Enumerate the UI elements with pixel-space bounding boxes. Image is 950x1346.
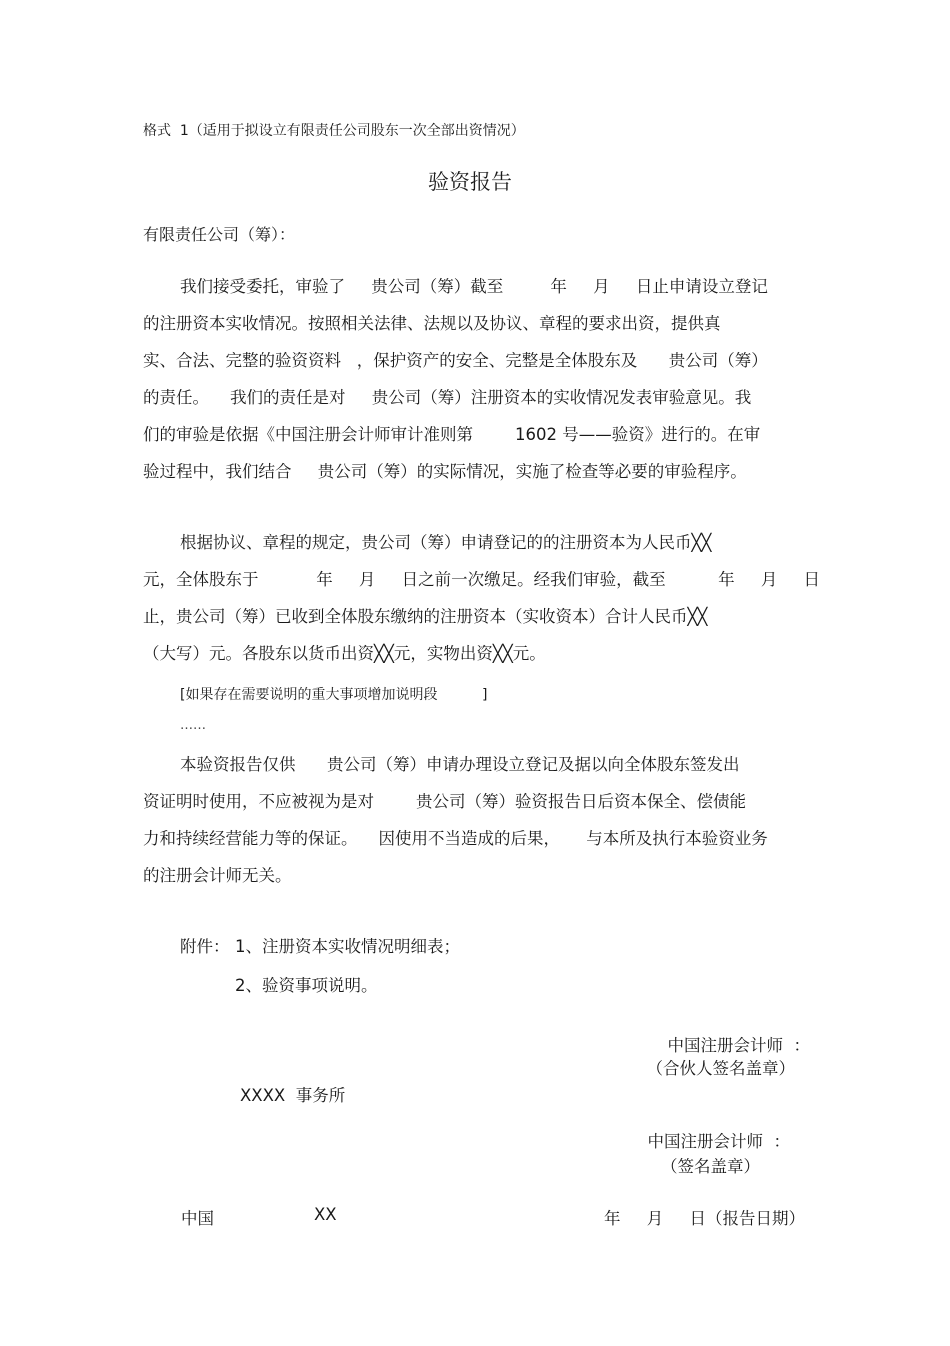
attachments-label: 附件：: [180, 937, 230, 956]
para1-line: 的注册资本实收情况。按照相关法律、法规以及协议、章程的要求出资，提供真: [143, 314, 721, 333]
para3-line: 本验资报告仅供 贵公司（筹）申请办理设立登记及据以向全体股东签发出: [180, 755, 740, 774]
para2-line: 根据协议、章程的规定，贵公司（筹）申请登记的的注册资本为人民币╳╳: [180, 533, 712, 552]
para1-line: 实、合法、完整的验资资料 ，保护资产的安全、完整是全体股东及 贵公司（筹）: [143, 351, 768, 370]
addressee: 有限责任公司（筹）：: [143, 225, 296, 244]
cpa2-signature: （签名盖章）: [661, 1157, 760, 1176]
format-note: 格式 1（适用于拟设立有限责任公司股东一次全部出资情况）: [143, 123, 525, 139]
para2-line: 止，贵公司（筹）已收到全体股东缴纳的注册资本（实收资本）合计人民币╳╳: [143, 607, 708, 626]
para2-line: （大写）元。各股东以货币出资╳╳元，实物出资╳╳元。: [143, 644, 546, 663]
para1-line: 的责任。 我们的责任是对 贵公司（筹）注册资本的实收情况发表审验意见。我: [143, 388, 752, 407]
para1-line: 们的审验是依据《中国注册会计师审计准则第 1602 号——验资》进行的。在审: [143, 425, 761, 444]
attachment-item: 2、验资事项说明。: [235, 976, 378, 995]
page-title: 验资报告: [428, 170, 512, 194]
para3-line: 的注册会计师无关。: [143, 866, 292, 885]
firm-name: XXXX 事务所: [240, 1086, 346, 1105]
cpa1-label: 中国注册会计师 ：: [667, 1036, 810, 1055]
footer-date: 年 月 日（报告日期）: [604, 1209, 805, 1228]
para1-line: 验过程中，我们结合 贵公司（筹）的实际情况，实施了检查等必要的审验程序。: [143, 462, 747, 481]
para1-line: 我们接受委托，审验了 贵公司（筹）截至 年 月 日止申请设立登记: [180, 277, 768, 296]
cpa2-label: 中国注册会计师 ：: [647, 1132, 790, 1151]
para2-line: 元，全体股东于 年 月 日之前一次缴足。经我们审验，截至 年 月 日: [143, 570, 821, 589]
cpa1-signature: （合伙人签名盖章）: [646, 1059, 795, 1078]
supplement-note: [如果存在需要说明的重大事项增加说明段 ]: [180, 687, 488, 703]
para3-line: 资证明时使用，不应被视为是对 贵公司（筹）验资报告日后资本保全、偿债能: [143, 792, 746, 811]
attachment-item: 1、注册资本实收情况明细表；: [235, 937, 460, 956]
footer-city: XX: [314, 1205, 337, 1224]
para3-line: 力和持续经营能力等的保证。 因使用不当造成的后果， 与本所及执行本验资业务: [143, 829, 768, 848]
ellipsis: ……: [180, 718, 206, 733]
footer-country: 中国: [181, 1209, 214, 1228]
